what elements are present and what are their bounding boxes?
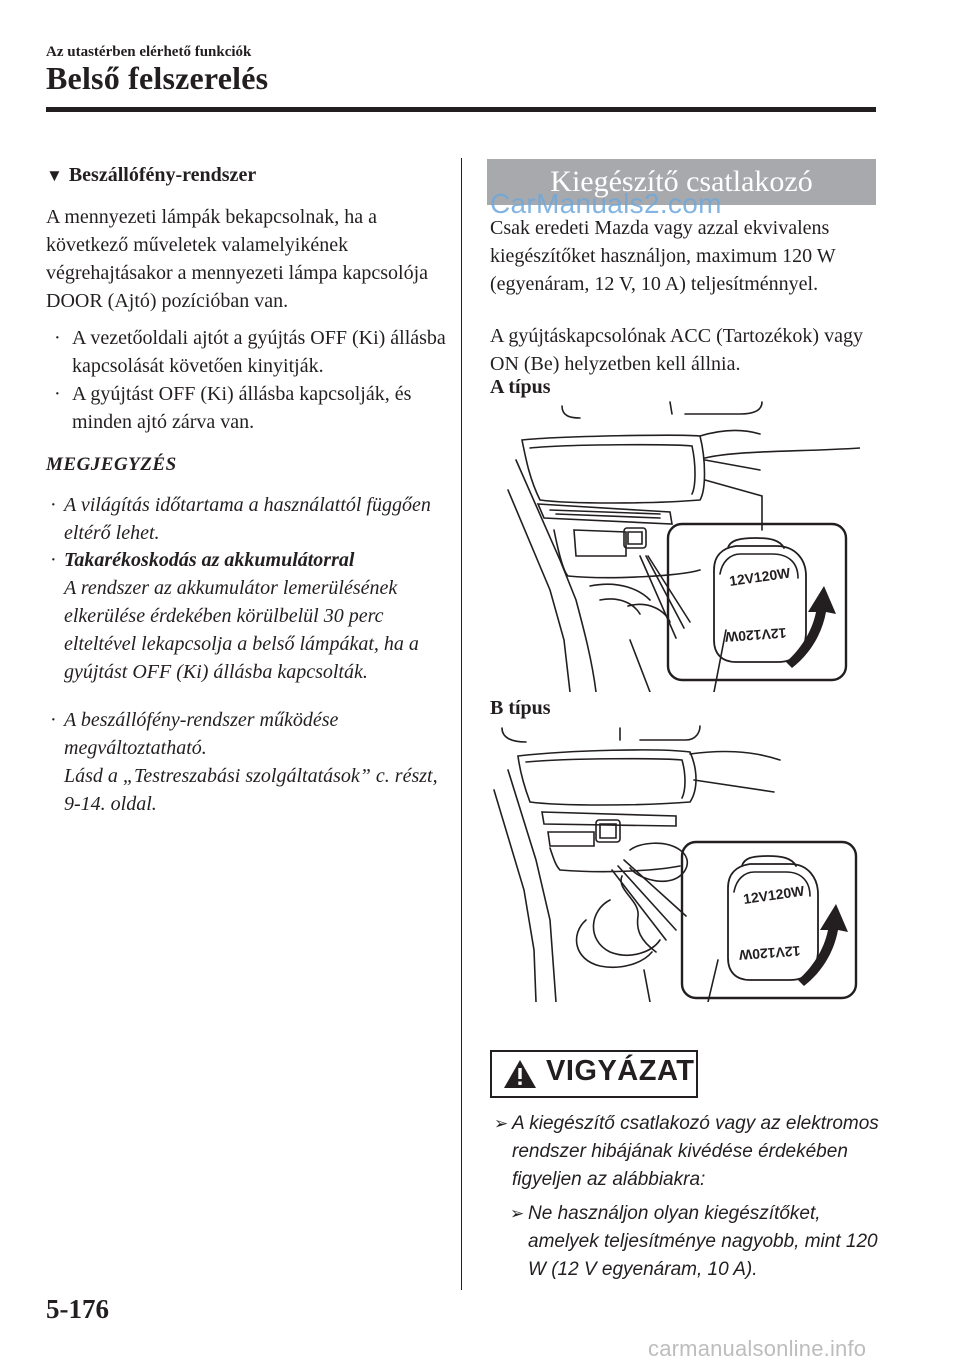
type-b-label: B típus xyxy=(490,697,551,719)
section-banner: Kiegészítő csatlakozó xyxy=(487,159,876,205)
caution-box xyxy=(490,1050,698,1098)
section-heading-text: Beszállófény-rendszer xyxy=(68,164,257,186)
section-label: Az utastérben elérhető funkciók xyxy=(46,44,252,60)
bullet-marker: · xyxy=(54,383,61,405)
note-heading: MEGJEGYZÉS xyxy=(46,454,177,475)
bullet-marker: · xyxy=(50,709,57,731)
accessory-socket-illustration-a xyxy=(500,400,860,692)
note-item xyxy=(46,706,456,818)
triangle-marker-icon: ▼ xyxy=(46,166,63,185)
caution-item-text: A kiegészítő csatlakozó vagy az elektromos rendszer hibájának kivédése érdekében figyeljen az alábbiakra: xyxy=(512,1113,879,1190)
note-item-text: A rendszer az akkumulátor lemerülésének elkerülése érdekében körülbelül 30 perc elteltével lekapcsolja a belső lámpákat, ha a gyújtást OFF (Ki) állásba kapcsolták. xyxy=(64,577,419,683)
column-divider xyxy=(461,158,462,1290)
caution-label: VIGYÁZAT xyxy=(546,1055,695,1087)
cross-reference-text: Lásd a „Testreszabási szolgáltatások” c. részt, 9-14. oldal. xyxy=(64,765,438,815)
site-watermark: CarManuals2.com xyxy=(490,188,722,219)
accessory-socket-illustration-b xyxy=(490,720,862,1002)
accessory-paragraph: Csak eredeti Mazda vagy azzal ekvivalens kiegészítőket használjon, maximum 120 W (egyenáram, 12 V, 10 A) teljesítménnyel. xyxy=(490,217,836,295)
arrow-bullet-icon: ➢ xyxy=(510,1204,525,1223)
open-arrow-icon xyxy=(786,586,836,668)
cap-rating-label: 12V120W xyxy=(728,564,792,589)
cap-rating-label-inverted: 12V120W xyxy=(724,625,787,646)
note-item xyxy=(46,491,456,547)
note-item-bold-title: Takarékoskodás az akkumulátorral xyxy=(64,549,355,571)
footer-watermark: carmanualsonline.info xyxy=(648,1336,867,1361)
note-item-text: A beszállófény-rendszer működése megváltoztatható. xyxy=(64,709,339,759)
intro-paragraph: A mennyezeti lámpák bekapcsolnak, ha a következő műveletek valamelyikének végrehajtásakor a mennyezeti lámpa kapcsolója DOOR (Ajtó) pozícióban van. xyxy=(46,206,429,312)
bullet-marker: · xyxy=(50,549,57,571)
list-item-text: A vezetőoldali ajtót a gyújtás OFF (Ki) állásba kapcsolását követően kinyitják. xyxy=(72,327,446,377)
open-arrow-icon xyxy=(798,904,848,986)
page-title: Belső felszerelés xyxy=(46,60,269,96)
note-item-text: A világítás időtartama a használattól függően eltérő lehet. xyxy=(64,494,431,544)
cap-rating-label: 12V120W xyxy=(742,882,806,907)
list-item xyxy=(46,380,456,436)
arrow-bullet-icon: ➢ xyxy=(494,1114,509,1133)
cap-rating-label-inverted: 12V120W xyxy=(738,943,801,964)
type-a-label: A típus xyxy=(490,376,551,398)
page-number: 5-176 xyxy=(46,1294,109,1324)
caution-item xyxy=(494,1110,880,1194)
caution-item-text: Ne használjon olyan kiegészítőket, amelyek teljesítménye nagyobb, mint 120 W (12 V egyenáram, 10 A). xyxy=(528,1203,878,1280)
list-item-text: A gyújtást OFF (Ki) állásba kapcsolják, és minden ajtó zárva van. xyxy=(72,383,412,433)
warning-triangle-icon xyxy=(502,1058,538,1090)
note-item xyxy=(46,546,456,686)
bullet-marker: · xyxy=(50,494,57,516)
ignition-paragraph: A gyújtáskapcsolónak ACC (Tartozékok) vagy ON (Be) helyzetben kell állnia. xyxy=(490,325,863,375)
header-rule xyxy=(46,107,876,112)
caution-item xyxy=(510,1200,880,1284)
list-item xyxy=(46,324,456,380)
section-heading xyxy=(46,164,256,187)
bullet-marker: · xyxy=(54,327,61,349)
